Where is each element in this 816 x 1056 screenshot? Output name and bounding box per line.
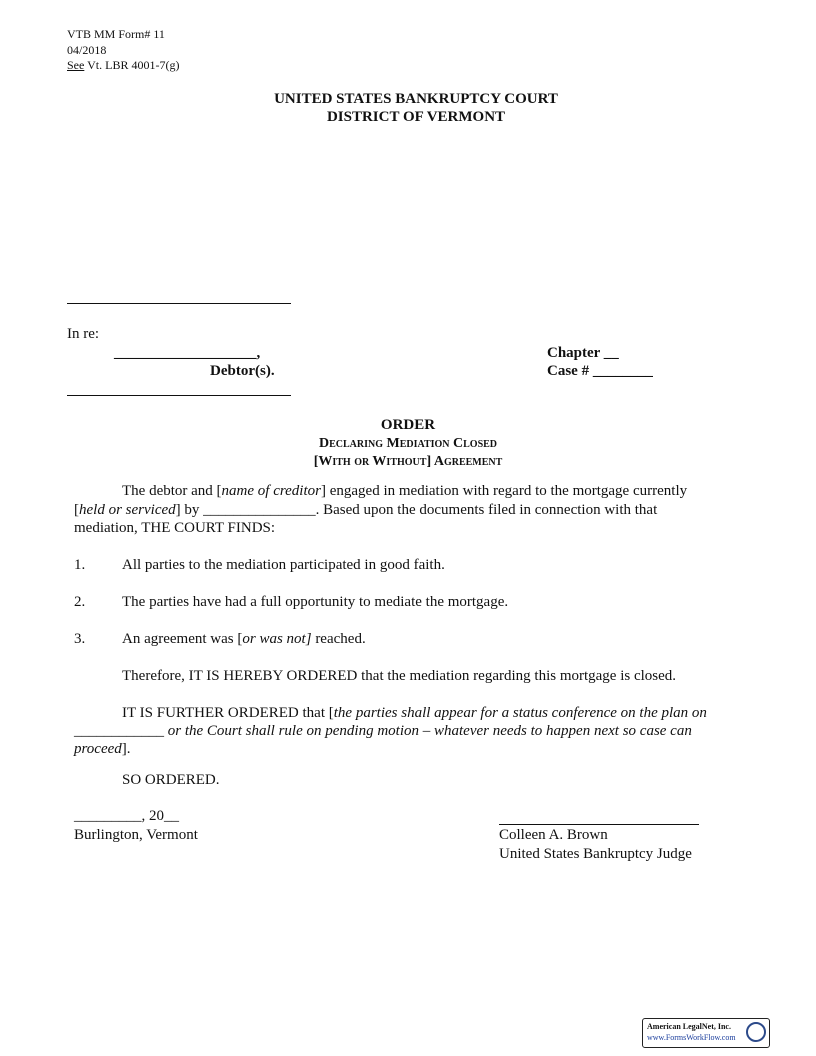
judge-name: Colleen A. Brown <box>499 827 608 843</box>
para1-line1 <box>122 483 687 500</box>
finding-3-text <box>122 631 366 648</box>
location: Burlington, Vermont <box>74 827 198 843</box>
form-id: VTB MM Form# 11 <box>67 27 165 41</box>
debtor-name-blank: ___________________, <box>114 345 261 361</box>
creditor-placeholder: name of creditor <box>221 483 321 499</box>
rule-text: Vt. LBR 4001-7(g) <box>84 58 180 72</box>
globe-icon <box>746 1022 766 1042</box>
in-re-label: In re: <box>67 326 100 342</box>
court-district: DISTRICT OF VERMONT <box>326 109 506 125</box>
publisher-logo[interactable] <box>642 1018 770 1048</box>
chapter-field: Chapter __ <box>547 345 619 361</box>
text: ] by _______________. Based upon the documents filed in connection with that <box>175 502 658 518</box>
form-date: 04/2018 <box>67 43 107 57</box>
therefore-ordered: Therefore, IT IS HEREBY ORDERED that the mediation regarding this mortgage is closed. <box>122 668 677 684</box>
signature-line <box>499 824 699 825</box>
servicer-placeholder: held or serviced <box>79 502 176 518</box>
finding-2-text: The parties have had a full opportunity to mediate the mortgage. <box>122 594 509 610</box>
text: An agreement was [ <box>122 631 243 647</box>
debtor-label: Debtor(s). <box>210 363 275 379</box>
para1-line2 <box>74 502 657 519</box>
finding-2-number: 2. <box>74 594 86 610</box>
further-ordered-line2: ____________ or the Court shall rule on pending motion – whatever needs to happen next so case can <box>74 723 692 739</box>
further-placeholder: the parties shall appear for a status conference on the plan on <box>333 705 707 721</box>
see-signal: See <box>67 58 85 72</box>
further-ordered-line1 <box>122 705 707 722</box>
text: [ <box>74 502 79 518</box>
para1-line3: mediation, THE COURT FINDS: <box>74 520 276 536</box>
order-title: ORDER <box>380 417 436 433</box>
finding-1-number: 1. <box>74 557 86 573</box>
agreement-word: Agreement <box>431 454 503 469</box>
case-number-field: Case # ________ <box>547 363 653 379</box>
publisher-url[interactable]: www.FormsWorkFlow.com <box>647 1033 736 1042</box>
text: reached. <box>311 631 366 647</box>
publisher-name: American LegalNet, Inc. <box>647 1022 731 1031</box>
or-was-not-placeholder: or was not] <box>242 631 312 647</box>
judge-title: United States Bankruptcy Judge <box>499 846 692 862</box>
order-subtitle: Declaring Mediation Closed <box>318 436 498 451</box>
court-name: UNITED STATES BANKRUPTCY COURT <box>274 91 558 107</box>
caption-bottom-rule <box>67 395 291 396</box>
with-or-without: [With or Without] <box>313 454 432 469</box>
finding-1-text: All parties to the mediation participated in good faith. <box>122 557 445 573</box>
rule-reference <box>67 58 179 73</box>
order-agreement-line <box>0 454 816 470</box>
text: IT IS FURTHER ORDERED that [ <box>122 705 334 721</box>
finding-3-number: 3. <box>74 631 86 647</box>
text: ] engaged in mediation with regard to the mortgage currently <box>320 483 688 499</box>
caption-top-rule <box>67 303 291 304</box>
text: ]. <box>121 741 131 757</box>
proceed-placeholder: proceed <box>74 741 122 757</box>
so-ordered: SO ORDERED. <box>122 772 220 788</box>
further-ordered-line3 <box>74 741 131 758</box>
text: The debtor and [ <box>122 483 222 499</box>
date-line: _________, 20__ <box>74 808 179 824</box>
